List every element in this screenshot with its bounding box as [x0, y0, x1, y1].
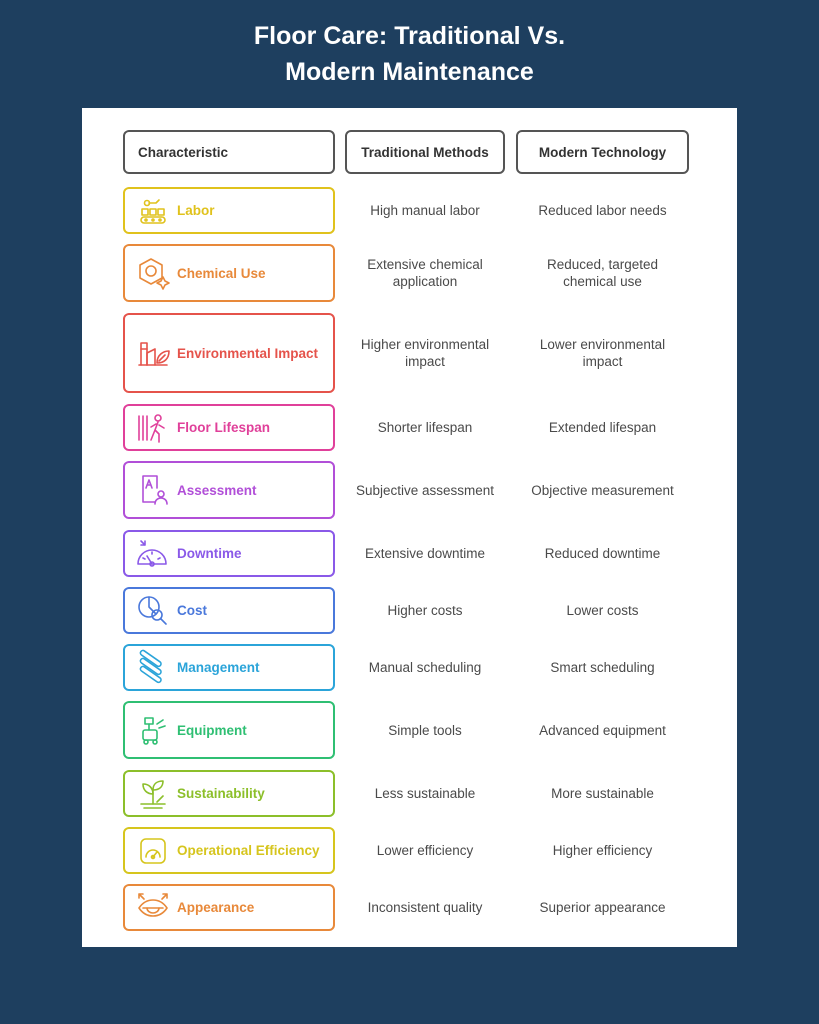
characteristic-pill — [123, 244, 335, 302]
characteristic-pill — [123, 187, 335, 234]
conveyor-boxes-icon — [133, 191, 173, 231]
assessment-user-icon — [133, 470, 173, 510]
characteristic-label: Equipment — [177, 722, 247, 738]
characteristic-pill — [123, 313, 335, 393]
characteristic-label: Environmental Impact — [177, 345, 319, 361]
header-characteristic: Characteristic — [123, 130, 335, 174]
characteristic-pill — [123, 644, 335, 691]
traditional-cell: Less sustainable — [374, 786, 476, 801]
modern-cell: Extended lifespan — [548, 420, 657, 435]
characteristic-label: Labor — [177, 203, 215, 218]
title-line-1: Floor Care: Traditional Vs. — [253, 22, 566, 50]
characteristic-label: Floor Lifespan — [177, 420, 271, 435]
characteristic-label: Cost — [177, 603, 207, 618]
modern-cell: Reduced labor needs — [538, 203, 667, 218]
eye-arrows-icon — [133, 888, 173, 928]
table-row — [82, 770, 737, 817]
characteristic-label: Management — [177, 660, 260, 675]
characteristic-pill — [123, 587, 335, 634]
characteristic-label: Appearance — [177, 900, 255, 915]
characteristic-label: Assessment — [177, 482, 257, 498]
characteristic-pill — [123, 404, 335, 451]
title-line-2: Modern Maintenance — [285, 58, 534, 86]
comparison-card — [82, 108, 737, 947]
floor-machine-icon — [133, 710, 173, 750]
modern-cell: More sustainable — [551, 786, 654, 801]
factory-leaf-icon — [133, 333, 173, 373]
characteristic-pill — [123, 770, 335, 817]
modern-cell: Superior appearance — [539, 900, 666, 915]
table-row — [82, 461, 737, 519]
table-row — [82, 884, 737, 931]
sprout-icon — [133, 774, 173, 814]
modern-cell: Reduced, targeted chemical use — [546, 257, 659, 289]
page-title — [0, 18, 819, 90]
traditional-cell: Higher environmental impact — [360, 337, 490, 369]
characteristic-pill — [123, 461, 335, 519]
table-row — [82, 644, 737, 691]
hexagon-chemical-icon — [133, 253, 173, 293]
traditional-cell: Lower efficiency — [376, 843, 474, 858]
characteristic-pill — [123, 530, 335, 577]
person-walking-icon — [133, 408, 173, 448]
modern-cell: Higher efficiency — [552, 843, 653, 858]
traditional-cell: Subjective assessment — [355, 482, 495, 498]
table-row — [82, 187, 737, 234]
traditional-cell: Higher costs — [387, 603, 463, 618]
traditional-cell: Extensive chemical application — [367, 257, 483, 289]
characteristic-label: Chemical Use — [177, 265, 266, 281]
table-row — [82, 587, 737, 634]
characteristic-label: Sustainability — [177, 786, 265, 801]
traditional-cell: Shorter lifespan — [377, 420, 473, 435]
characteristic-label: Operational Efficiency — [177, 843, 320, 858]
table-row — [82, 530, 737, 577]
traditional-cell: Extensive downtime — [364, 546, 486, 561]
traditional-cell: High manual labor — [370, 203, 480, 218]
table-row — [82, 313, 737, 393]
table-row — [82, 404, 737, 451]
table-row — [82, 244, 737, 302]
modern-cell: Lower environmental impact — [539, 337, 666, 369]
characteristic-pill — [123, 701, 335, 759]
table-row — [82, 827, 737, 874]
traditional-cell: Simple tools — [388, 722, 462, 738]
speedometer-icon — [133, 534, 173, 574]
table-row — [82, 701, 737, 759]
characteristic-label: Downtime — [177, 546, 242, 561]
modern-cell: Objective measurement — [531, 482, 674, 498]
header-modern: Modern Technology — [516, 130, 689, 174]
header-traditional: Traditional Methods — [345, 130, 505, 174]
modern-cell: Lower costs — [566, 603, 639, 618]
characteristic-pill — [123, 884, 335, 931]
modern-cell: Advanced equipment — [539, 722, 666, 738]
pie-chart-search-icon — [133, 591, 173, 631]
traditional-cell: Manual scheduling — [368, 660, 482, 675]
stacked-bars-icon — [133, 648, 173, 688]
modern-cell: Reduced downtime — [544, 546, 661, 561]
modern-cell: Smart scheduling — [550, 660, 655, 675]
characteristic-pill — [123, 827, 335, 874]
traditional-cell: Inconsistent quality — [367, 900, 483, 915]
gauge-icon — [133, 831, 173, 871]
